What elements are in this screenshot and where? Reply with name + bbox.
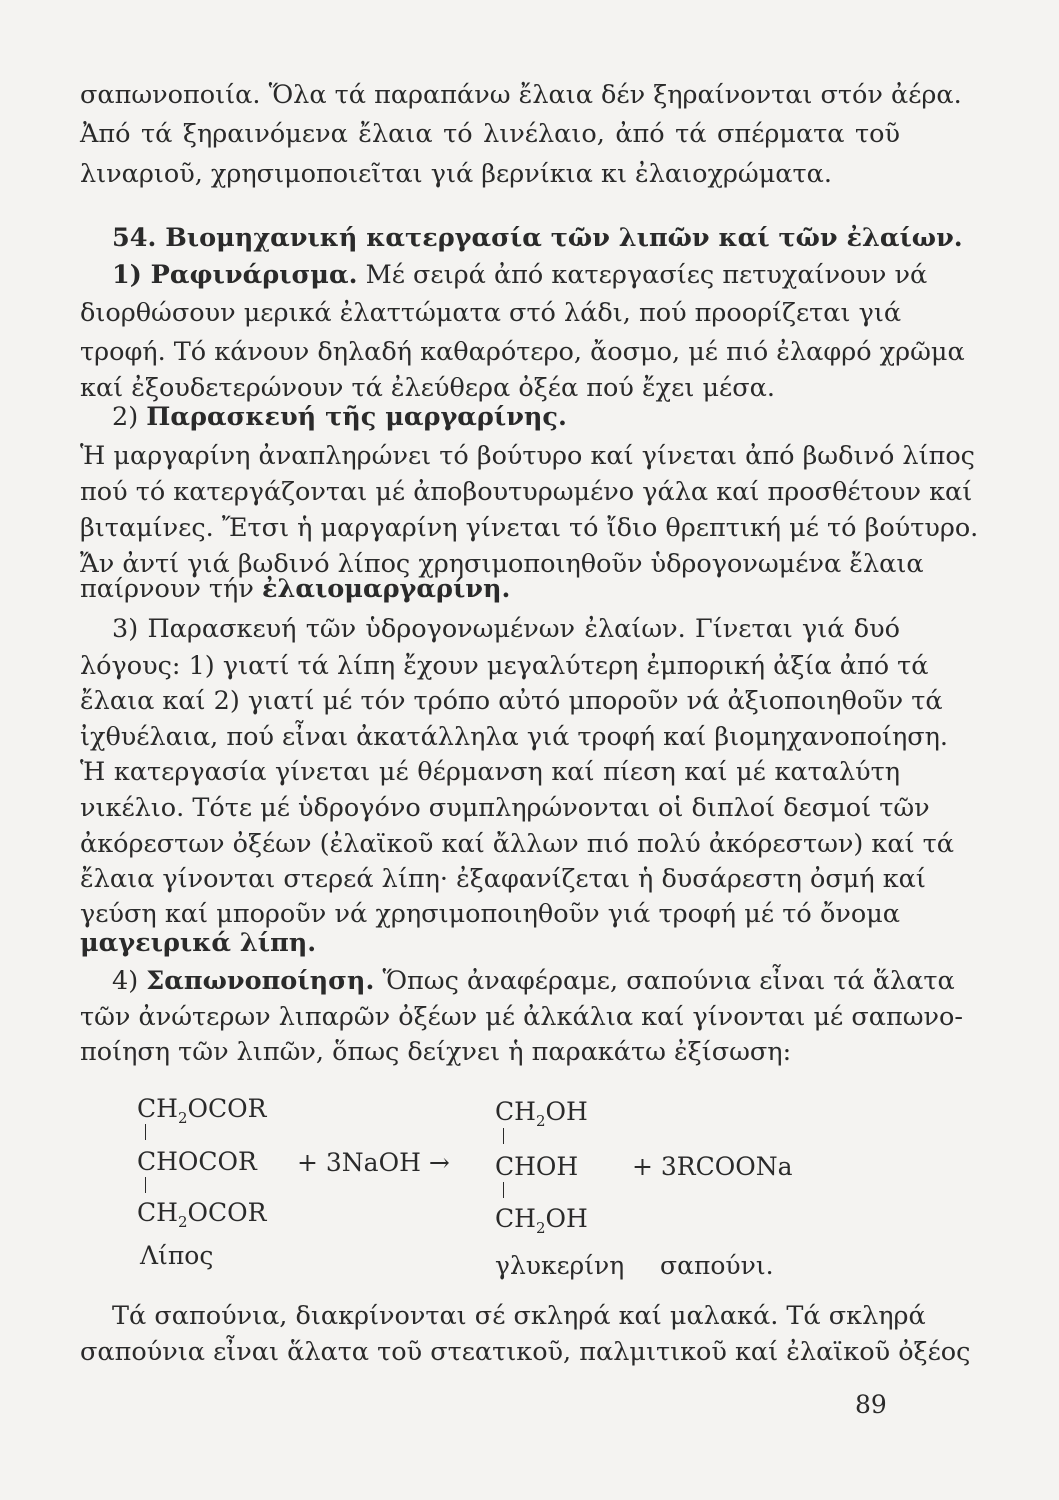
- eq-left-bot: $CH_2OCOR$: [137, 1198, 267, 1231]
- eq-right-top: $CH_2OH$: [495, 1097, 588, 1130]
- text-line: λιναριοῦ, χρησιμοποιεῖται γιά βερνίκια κι ἐλαιοχρώματα.: [80, 159, 832, 189]
- text-line: ἰχθυέλαια, πού εἶναι ἀκατάλληλα γιά τροφή καί βιομηχανοποίηση.: [80, 722, 949, 752]
- item-4-text: Ὅπως ἀναφέραμε, σαπούνια εἶναι τά ἅλατα: [374, 966, 955, 996]
- text-line: τῶν ἀνώτερων λιπαρῶν ὀξέων μέ ἀλκάλια καί γίνονται μέ σαπωνο-: [80, 1002, 964, 1032]
- eq-right-mid: CHOH: [495, 1152, 579, 1181]
- page-number: 89: [855, 1390, 887, 1419]
- eq-reagent: + 3NaOH →: [297, 1148, 450, 1177]
- item-2-first-line: [112, 402, 900, 432]
- text-line: Ἡ μαργαρίνη ἀναπληρώνει τό βούτυρο καί γίνεται ἀπό βωδινό λίπος: [80, 441, 975, 471]
- text-line: καί ἐξουδετερώνουν τά ἐλεύθερα ὀξέα πού ἔχει μέσα.: [80, 373, 775, 403]
- text-line: σαπούνια εἶναι ἅλατα τοῦ στεατικοῦ, παλμιτικοῦ καί ἐλαϊκοῦ ὀξέος: [80, 1337, 971, 1367]
- eq-left-top: $CH_2OCOR$: [137, 1094, 267, 1127]
- text-line: ἀκόρεστων ὀξέων (ἐλαϊκοῦ καί ἄλλων πιό πολύ ἀκόρεστων) καί τά: [80, 829, 955, 859]
- label-soap: σαπούνι.: [660, 1251, 774, 1280]
- eq-left-mid: CHOCOR: [137, 1147, 257, 1176]
- text-line: διορθώσουν μερικά ἐλαττώματα στό λάδι, πού προορίζεται γιά: [80, 298, 902, 328]
- item-2-last-text: παίρνουν τήν: [80, 574, 262, 604]
- text-line: νικέλιο. Τότε μέ ὑδρογόνο συμπληρώνονται οἱ διπλοί δεσμοί τῶν: [80, 793, 930, 823]
- item-3-term: μαγειρικά λίπη.: [80, 928, 317, 958]
- text-line: πού τό κατεργάζονται μέ ἀποβουτυρωμένο γάλα καί προσθέτουν καί: [80, 477, 973, 507]
- item-4-first-line: [112, 966, 955, 996]
- item-1-first-line: [112, 260, 928, 290]
- text-line: Ἄν ἀντί γιά βωδινό λίπος χρησιμοποιηθοῦν ὑδρογονωμένα ἔλαια: [80, 549, 924, 579]
- item-2-term: ἐλαιομαργαρίνη.: [261, 574, 511, 604]
- eq-bond: [503, 1182, 504, 1198]
- label-fat: Λίπος: [140, 1241, 214, 1270]
- text-line: σαπωνοποιία. Ὅλα τά παραπάνω ἔλαια δέν ξηραίνονται στόν ἀέρα.: [80, 80, 962, 110]
- item-1-text: Μέ σειρά ἀπό κατεργασίες πετυχαίνουν νά: [357, 260, 928, 290]
- eq-bond: [145, 1124, 146, 1140]
- item-2-heading: Παρασκευή τῆς μαργαρίνης.: [146, 402, 567, 432]
- text-line: βιταμίνες. Ἔτσι ἡ μαργαρίνη γίνεται τό ἴδιο θρεπτική μέ τό βούτυρο.: [80, 513, 979, 543]
- text-line: λόγους: 1) γιατί τά λίπη ἔχουν μεγαλύτερη ἐμπορική ἀξία ἀπό τά: [80, 651, 929, 681]
- text-line: Ἀπό τά ξηραινόμενα ἔλαια τό λινέλαιο, ἀπό τά σπέρματα τοῦ: [80, 119, 900, 149]
- item-1-heading: 1) Ραφινάρισμα.: [112, 260, 358, 290]
- text-line: Τά σαπούνια, διακρίνονται σέ σκληρά καί μαλακά. Τά σκληρά: [112, 1301, 926, 1331]
- text-line: ποίηση τῶν λιπῶν, ὅπως δείχνει ἡ παρακάτω ἐξίσωση:: [80, 1037, 792, 1067]
- eq-product: + 3RCOONa: [632, 1152, 793, 1181]
- text-line: γεύση καί μποροῦν νά χρησιμοποιηθοῦν γιά τροφή μέ τό ὄνομα: [80, 899, 900, 929]
- text-line: ἔλαια καί 2) γιατί μέ τόν τρόπο αὐτό μποροῦν νά ἀξιοποιηθοῦν τά: [80, 686, 943, 716]
- item-2-last-line: [80, 574, 900, 604]
- section-heading: 54. Βιομηχανική κατεργασία τῶν λιπῶν καί τῶν ἐλαίων.: [112, 223, 963, 253]
- eq-bond: [145, 1177, 146, 1193]
- item-2-number: 2): [112, 402, 147, 432]
- item-4-heading: Σαπωνοποίηση.: [146, 966, 375, 996]
- eq-bond: [503, 1128, 504, 1144]
- label-glycerin: γλυκερίνη: [495, 1251, 625, 1280]
- item-3-first-line: 3) Παρασκευή τῶν ὑδρογονωμένων ἐλαίων. Γίνεται γιά δυό: [112, 614, 900, 644]
- item-4-number: 4): [112, 966, 147, 996]
- text-line: Ἡ κατεργασία γίνεται μέ θέρμανση καί πίεση καί μέ καταλύτη: [80, 757, 900, 787]
- text-line: ἔλαια γίνονται στερεά λίπη· ἐξαφανίζεται ἡ δυσάρεστη ὀσμή καί: [80, 864, 926, 894]
- text-line: τροφή. Τό κάνουν δηλαδή καθαρότερο, ἄοσμο, μέ πιό ἐλαφρό χρῶμα: [80, 337, 965, 367]
- eq-right-bot: $CH_2OH$: [495, 1204, 588, 1237]
